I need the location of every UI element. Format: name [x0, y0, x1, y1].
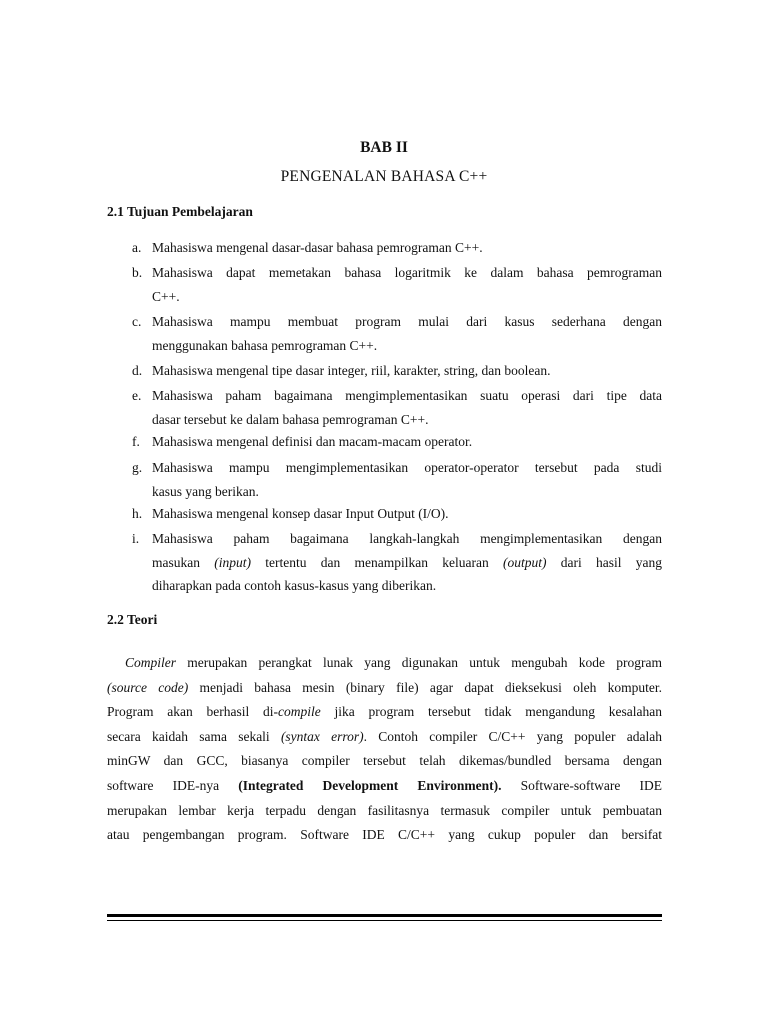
text-run: menjadi bahasa mesin (binary file) agar dapat dieksekusi oleh komputer. [188, 679, 663, 695]
objective-line: Mahasiswa mengenal tipe dasar integer, riil, karakter, string, dan boolean. [152, 363, 551, 378]
chapter-title: PENGENALAN BAHASA C++ [280, 168, 488, 185]
objective-item [132, 502, 662, 526]
italic-term: (input) [214, 554, 251, 570]
text-run: merupakan perangkat lunak yang digunakan untuk mengubah kode program [176, 655, 662, 670]
paragraph-line [107, 725, 662, 750]
objective-line: Mahasiswa dapat memetakan bahasa logaritmik ke dalam bahasa pemrograman [152, 265, 662, 280]
italic-term: Compiler [125, 655, 177, 670]
objective-item [132, 236, 662, 260]
objective-item [132, 359, 662, 383]
objective-marker: d. [132, 363, 143, 378]
objective-line: Mahasiswa paham bagaimana langkah-langkah mengimplementasikan dengan [152, 531, 662, 546]
objective-marker: b. [132, 265, 143, 280]
footer-double-rule [107, 914, 662, 921]
objective-line: Mahasiswa mengenal dasar-dasar bahasa pemrograman C++. [152, 240, 483, 255]
text-run: software IDE-nya [107, 777, 239, 793]
italic-term: (syntax error) [280, 728, 364, 744]
paragraph-line [107, 700, 662, 725]
objective-marker: e. [132, 388, 142, 403]
objective-line [152, 551, 662, 575]
section-heading-theory: 2.2 Teori [107, 612, 158, 627]
text-run: . Contoh compiler C/C++ yang populer adalah [363, 728, 662, 744]
objective-line: Mahasiswa mampu mengimplementasikan operator-operator tersebut pada studi [152, 460, 662, 475]
italic-term: (output) [502, 554, 547, 570]
paragraph-line: merupakan lembar kerja terpadu dengan fasilitasnya termasuk compiler untuk pembuatan [107, 802, 662, 818]
objective-item [132, 310, 662, 357]
objective-item [132, 430, 662, 454]
objective-line: Mahasiswa mampu membuat program mulai dari kasus sederhana dengan [152, 314, 662, 329]
objective-line: dasar tersebut ke dalam bahasa pemrograman C++. [152, 411, 429, 427]
bold-term: (Integrated Development Environment). [238, 777, 502, 793]
objective-line: kasus yang berikan. [152, 483, 259, 499]
objective-line: Mahasiswa paham bagaimana mengimplementasikan suatu operasi dari tipe data [152, 388, 662, 403]
objective-item [132, 261, 662, 308]
italic-term: (source code) [107, 679, 189, 695]
objective-marker: f. [132, 434, 140, 449]
objective-item [132, 527, 662, 598]
objective-marker: c. [132, 314, 142, 329]
objective-marker: g. [132, 460, 143, 475]
objective-item [132, 456, 662, 503]
text-run: secara kaidah sama sekali [107, 728, 281, 744]
italic-term: compile [278, 704, 321, 720]
paragraph-line: atau pengembangan program. Software IDE C/C++ yang cukup populer dan bersifat [107, 827, 662, 843]
text-run: masukan [152, 554, 215, 570]
objective-line: menggunakan bahasa pemrograman C++. [152, 337, 378, 353]
text-run: dari hasil yang [546, 554, 662, 570]
text-run: jika program tersebut tidak mengandung kesalahan [320, 704, 662, 720]
text-run: Software-software IDE [501, 777, 662, 793]
theory-paragraph [107, 651, 662, 848]
text-run: Program akan berhasil di- [107, 704, 278, 720]
objective-marker: a. [132, 240, 142, 255]
paragraph-line: minGW dan GCC, biasanya compiler tersebut telah dikemas/bundled bersama dengan [107, 753, 662, 769]
section-heading-objectives: 2.1 Tujuan Pembelajaran [107, 204, 253, 219]
paragraph-line [107, 676, 662, 701]
paragraph-line [107, 651, 662, 676]
objective-line: C++. [152, 288, 180, 304]
objective-item [132, 384, 662, 431]
objective-marker: i. [132, 531, 140, 546]
objective-marker: h. [132, 506, 143, 521]
text-run: tertentu dan menampilkan keluaran [251, 554, 503, 570]
objective-line: Mahasiswa mengenal definisi dan macam-macam operator. [152, 434, 473, 449]
objective-line: Mahasiswa mengenal konsep dasar Input Output (I/O). [152, 506, 449, 521]
chapter-number: BAB II [360, 139, 408, 156]
paragraph-line [107, 774, 662, 799]
objective-line: diharapkan pada contoh kasus-kasus yang diberikan. [152, 578, 437, 593]
